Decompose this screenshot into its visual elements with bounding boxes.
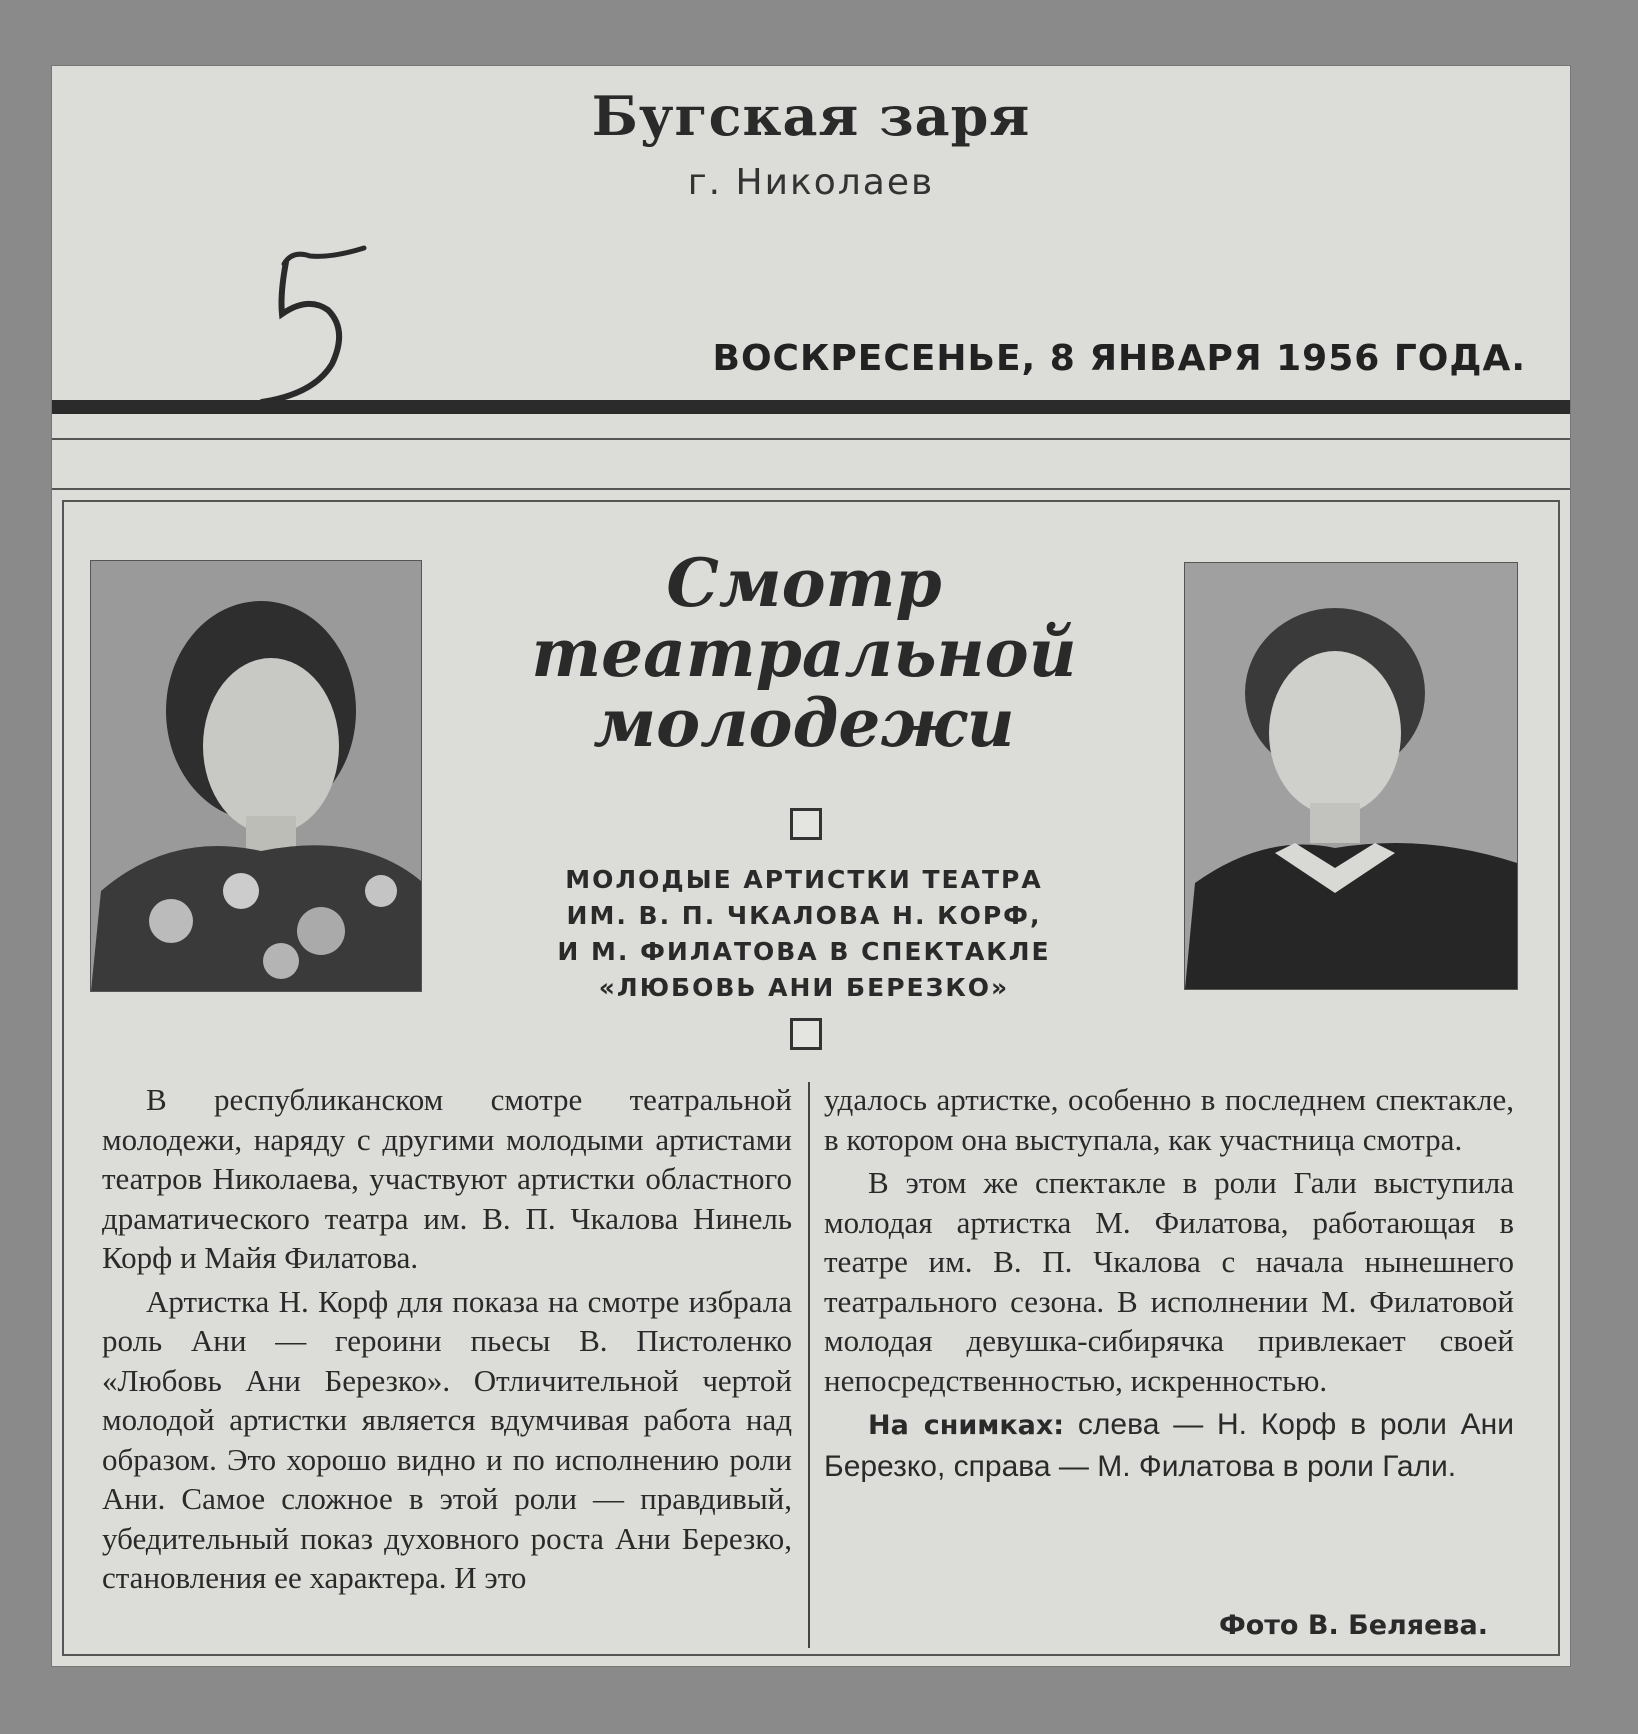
caption-lead: На снимках: (868, 1410, 1065, 1441)
subhead-line: «ЛЮБОВЬ АНИ БЕРЕЗКО» (598, 973, 1010, 1002)
headline-line: молодежи (593, 684, 1015, 762)
divider-line (52, 488, 1570, 490)
article-column-1 (102, 1080, 792, 1602)
subhead-line: И М. ФИЛАТОВА В СПЕКТАКЛЕ (557, 937, 1051, 966)
ornament-square (790, 1018, 822, 1050)
photo-caption (824, 1404, 1514, 1486)
photo-credit: Фото В. Беляева. (1218, 1610, 1488, 1641)
caption-text: слева — Н. Корф в роли Ани Березко, справа — М. Филатова в роли Гали. (824, 1408, 1515, 1483)
issue-date: ВОСКРЕСЕНЬЕ, 8 ЯНВАРЯ 1956 ГОДА. (712, 338, 1526, 379)
newspaper-city: г. Николаев (687, 162, 935, 203)
article-column-2 (824, 1080, 1514, 1490)
headline-line: театральной (531, 614, 1077, 692)
subhead-line: ИМ. В. П. ЧКАЛОВА Н. КОРФ, (566, 901, 1042, 930)
article-headline (454, 544, 1154, 762)
ornament-square (790, 808, 822, 840)
subhead-line: МОЛОДЫЕ АРТИСТКИ ТЕАТРА (565, 865, 1043, 894)
article-paragraph: удалось артистке, особенно в последнем спектакле, в котором она выступала, как участница смотра. (824, 1082, 1514, 1157)
handwritten-number-mark (252, 244, 402, 424)
article-paragraph: Артистка Н. Корф для показа на смотре избрала роль Ани — героини пьесы В. Пистоленко «Любовь Ани Березко». Отличительной чертой молодой артистки является вдумчивая работа над образом. Это хорошо видно и по исполнению роли Ани. Самое сложное в этой роли — правдивый, убедительный показ духовного роста Ани Березко, становления ее характера. И это (102, 1283, 792, 1595)
newspaper-title: Бугская заря (591, 84, 1031, 148)
article-paragraph: В этом же спектакле в роли Гали выступила молодая артистка М. Филатова, работающая в театре им. В. П. Чкалова с начала нынешнего театрального сезона. В исполнении М. Филатовой молодая девушка-сибирячка привлекает своей непосредственностью, искренностью. (824, 1165, 1514, 1398)
photo-right-actress (1184, 562, 1518, 990)
headline-line: Смотр (666, 544, 942, 622)
article-box (62, 500, 1560, 1656)
newspaper-clipping (52, 66, 1570, 1666)
divider-line (52, 438, 1570, 440)
article-subhead (484, 862, 1124, 1006)
masthead-rule (52, 400, 1570, 414)
column-divider (808, 1082, 810, 1648)
article-paragraph: В республиканском смотре театральной молодежи, наряду с другими молодыми артистами театров Николаева, участвуют артистки областного драматического театра им. В. П. Чкалова Нинель Корф и Майя Филатова. (102, 1082, 792, 1275)
photo-left-actress (90, 560, 422, 992)
